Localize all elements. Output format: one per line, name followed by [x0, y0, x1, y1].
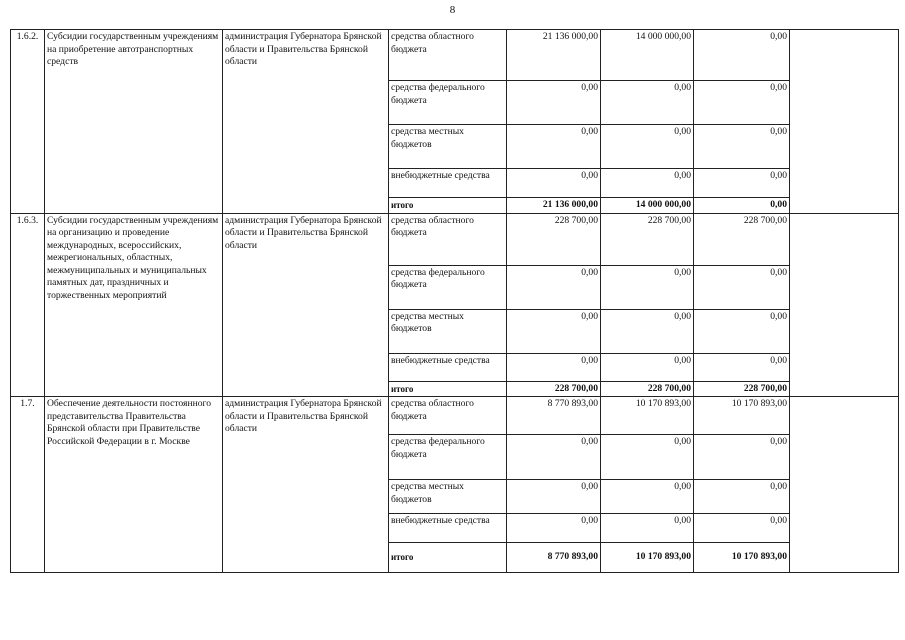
- empty-cell: [790, 213, 899, 397]
- funding-source: средства федерального бюджета: [389, 265, 507, 309]
- amount-cell: 0,00: [507, 353, 601, 381]
- amount-cell: 0,00: [694, 435, 790, 480]
- funding-source: средства областного бюджета: [389, 397, 507, 435]
- total-amount: 14 000 000,00: [601, 198, 694, 214]
- budget-table: [10, 29, 899, 573]
- amount-cell: 0,00: [694, 265, 790, 309]
- empty-cell: [790, 30, 899, 214]
- amount-cell: 0,00: [507, 169, 601, 198]
- total-amount: 10 170 893,00: [694, 543, 790, 573]
- total-label: итого: [389, 543, 507, 573]
- amount-cell: 21 136 000,00: [507, 30, 601, 81]
- funding-source: средства областного бюджета: [389, 213, 507, 265]
- total-amount: 228 700,00: [507, 381, 601, 397]
- total-amount: 8 770 893,00: [507, 543, 601, 573]
- amount-cell: 0,00: [601, 309, 694, 353]
- amount-cell: 0,00: [694, 353, 790, 381]
- amount-cell: 0,00: [694, 309, 790, 353]
- funding-source: средства местных бюджетов: [389, 309, 507, 353]
- amount-cell: 0,00: [507, 514, 601, 543]
- amount-cell: 0,00: [601, 435, 694, 480]
- page-number: 8: [449, 4, 456, 16]
- total-label: итого: [389, 198, 507, 214]
- table-row: [11, 397, 899, 435]
- amount-cell: 0,00: [694, 30, 790, 81]
- amount-cell: 0,00: [507, 265, 601, 309]
- amount-cell: 0,00: [694, 480, 790, 514]
- amount-cell: 228 700,00: [507, 213, 601, 265]
- amount-cell: 0,00: [507, 125, 601, 169]
- empty-cell: [790, 397, 899, 573]
- table-row: [11, 213, 899, 265]
- amount-cell: 0,00: [694, 125, 790, 169]
- row-code: 1.6.3.: [11, 213, 45, 397]
- amount-cell: 0,00: [507, 480, 601, 514]
- amount-cell: 0,00: [694, 81, 790, 125]
- table-row: [11, 30, 899, 81]
- amount-cell: 0,00: [601, 81, 694, 125]
- total-amount: 228 700,00: [694, 381, 790, 397]
- amount-cell: 0,00: [507, 81, 601, 125]
- amount-cell: 228 700,00: [694, 213, 790, 265]
- funding-source: внебюджетные средства: [389, 353, 507, 381]
- amount-cell: 0,00: [507, 435, 601, 480]
- executor: администрация Губернатора Брянской области и Правительства Брянской области: [223, 30, 389, 214]
- row-code: 1.7.: [11, 397, 45, 573]
- funding-source: средства федерального бюджета: [389, 435, 507, 480]
- amount-cell: 0,00: [601, 125, 694, 169]
- measure-name: Субсидии государственным учреждениям на организацию и проведение международных, всероссийских, межрегиональных, областных, межмуниципальных и муниципальных памятных дат, праздничных и торжественных мероприятий: [45, 213, 223, 397]
- amount-cell: 0,00: [601, 169, 694, 198]
- amount-cell: 0,00: [694, 514, 790, 543]
- amount-cell: 10 170 893,00: [694, 397, 790, 435]
- total-amount: 228 700,00: [601, 381, 694, 397]
- amount-cell: 228 700,00: [601, 213, 694, 265]
- funding-source: средства областного бюджета: [389, 30, 507, 81]
- measure-name: Обеспечение деятельности постоянного представительства Правительства Брянской области при Правительстве Российской Федерации в г. Москве: [45, 397, 223, 573]
- total-amount: 0,00: [694, 198, 790, 214]
- funding-source: внебюджетные средства: [389, 514, 507, 543]
- amount-cell: 8 770 893,00: [507, 397, 601, 435]
- total-amount: 10 170 893,00: [601, 543, 694, 573]
- funding-source: средства федерального бюджета: [389, 81, 507, 125]
- amount-cell: 14 000 000,00: [601, 30, 694, 81]
- amount-cell: 10 170 893,00: [601, 397, 694, 435]
- amount-cell: 0,00: [601, 353, 694, 381]
- funding-source: средства местных бюджетов: [389, 125, 507, 169]
- amount-cell: 0,00: [601, 480, 694, 514]
- total-label: итого: [389, 381, 507, 397]
- measure-name: Субсидии государственным учреждениям на приобретение автотранспортных средств: [45, 30, 223, 214]
- amount-cell: 0,00: [507, 309, 601, 353]
- amount-cell: 0,00: [694, 169, 790, 198]
- executor: администрация Губернатора Брянской области и Правительства Брянской области: [223, 213, 389, 397]
- executor: администрация Губернатора Брянской области и Правительства Брянской области: [223, 397, 389, 573]
- funding-source: внебюджетные средства: [389, 169, 507, 198]
- amount-cell: 0,00: [601, 265, 694, 309]
- row-code: 1.6.2.: [11, 30, 45, 214]
- amount-cell: 0,00: [601, 514, 694, 543]
- funding-source: средства местных бюджетов: [389, 480, 507, 514]
- total-amount: 21 136 000,00: [507, 198, 601, 214]
